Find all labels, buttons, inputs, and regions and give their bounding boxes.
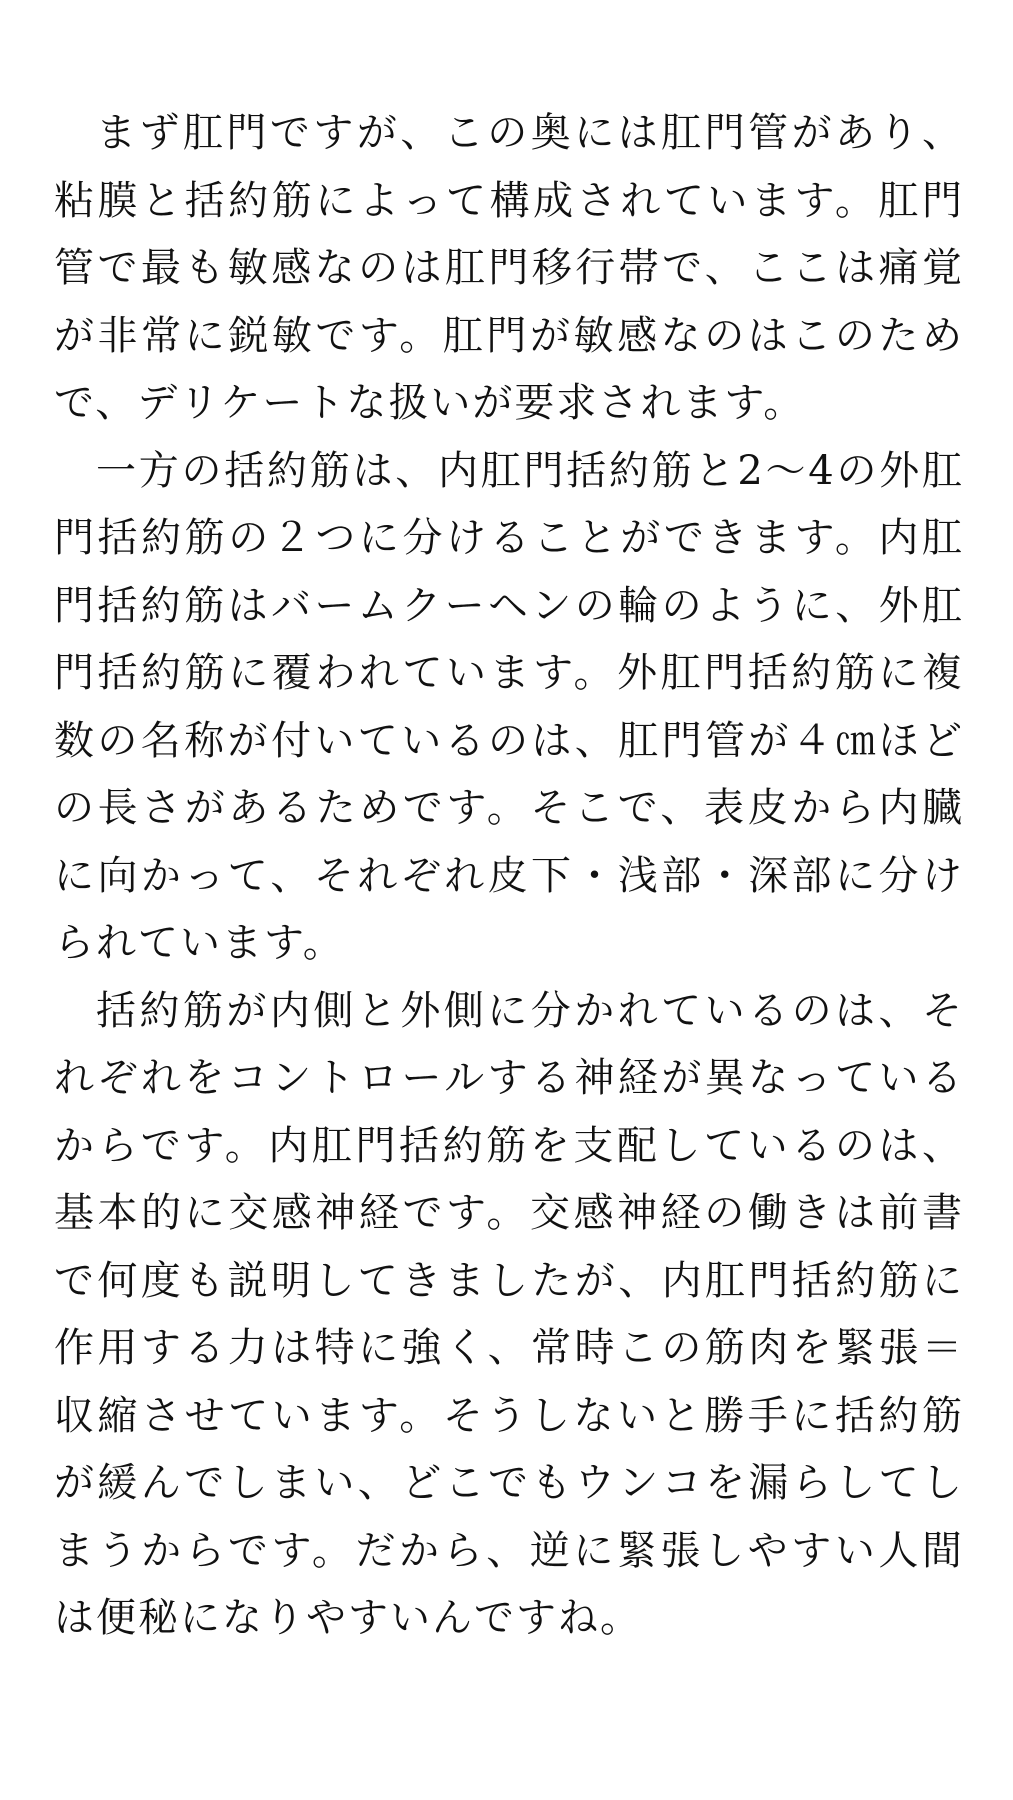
paragraph-sphincter-structure: 一方の括約筋は、内肛門括約筋と2〜4の外肛門括約筋の２つに分けることができます。内肛門括約筋はバームクーヘンの輪のように、外肛門括約筋に覆われています。外肛門括約筋に複数の名称が付いているのは、肛門管が４㎝ほどの長さがあるためです。そこで、表皮から内臓に向かって、それぞれ皮下・浅部・深部に分けられています。 (54, 447, 964, 966)
body-text (54, 100, 964, 1653)
paragraph-nerve-control: 括約筋が内側と外側に分かれているのは、それぞれをコントロールする神経が異なっているからです。内肛門括約筋を支配しているのは、基本的に交感神経です。交感神経の働きは前書で何度も説明してきましたが、内肛門括約筋に作用する力は特に強く、常時この筋肉を緊張＝収縮させています。そうしないと勝手に括約筋が緩んでしまい、どこでもウンコを漏らしてしまうからです。だから、逆に緊張しやすい人間は便秘になりやすいんですね。 (54, 987, 964, 1641)
paragraph-anus-overview: まず肛門ですが、この奥には肛門管があり、粘膜と括約筋によって構成されています。肛門管で最も敏感なのは肛門移行帯で、ここは痛覚が非常に鋭敏です。肛門が敏感なのはこのためで、デリケートな扱いが要求されます。 (54, 110, 964, 426)
